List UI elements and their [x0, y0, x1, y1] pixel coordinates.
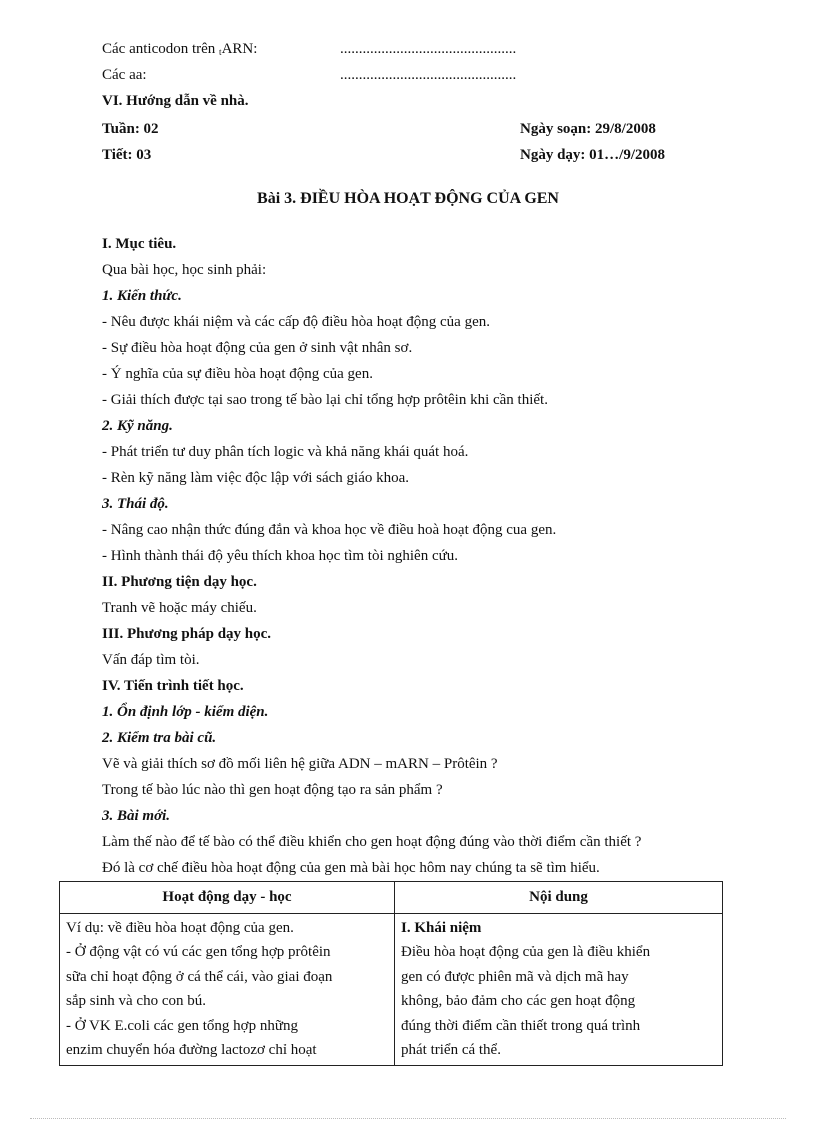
- table-header-row: [60, 882, 723, 914]
- phuong-phap-heading: III. Phương pháp dạy học.: [102, 626, 272, 642]
- content-line: gen có được phiên mã và dịch mã hay: [401, 968, 629, 985]
- ky-nang-item: - Rèn kỹ năng làm việc độc lập với sách giáo khoa.: [102, 470, 410, 486]
- activity-line: Ví dụ: về điều hòa hoạt động của gen.: [66, 919, 294, 936]
- ngay-day: Ngày dạy: 01…/9/2008: [520, 147, 666, 163]
- on-dinh-heading: 1. Ổn định lớp - kiểm diện.: [102, 704, 269, 720]
- tiet-label: Tiết: 03: [102, 147, 152, 163]
- kiem-tra-heading: 2. Kiểm tra bài cũ.: [102, 730, 217, 746]
- ngay-soan: Ngày soạn: 29/8/2008: [520, 121, 656, 137]
- kiem-tra-question: Trong tế bào lúc nào thì gen hoạt động tạo ra sản phẩm ?: [102, 782, 443, 798]
- section-vi-heading: VI. Hướng dẫn về nhà.: [102, 93, 249, 109]
- phuong-phap-text: Vấn đáp tìm tòi.: [102, 652, 200, 668]
- kien-thuc-item: - Nêu được khái niệm và các cấp độ điều hòa hoạt động của gen.: [102, 314, 491, 330]
- activity-line: sữa chỉ hoạt động ở cá thể cái, vào giai đoạn: [66, 968, 333, 985]
- muc-tieu-heading: I. Mục tiêu.: [102, 236, 177, 252]
- anticodon-label-end: ARN:: [221, 41, 258, 57]
- bai-moi-heading: 3. Bài mới.: [102, 808, 171, 824]
- anticodon-line: [102, 40, 257, 61]
- ky-nang-heading: 2. Kỹ năng.: [102, 418, 173, 434]
- kien-thuc-heading: 1. Kiến thức.: [102, 288, 182, 304]
- bai-moi-text: Làm thế nào để tế bào có thể điều khiển cho gen hoạt động đúng vào thời điểm cần thiết ?: [102, 834, 642, 850]
- table-header-right: Nội dung: [395, 882, 723, 914]
- content-heading: I. Khái niệm: [401, 919, 482, 936]
- table-header-left: Hoạt động dạy - học: [60, 882, 395, 914]
- aa-label: Các aa:: [102, 67, 147, 83]
- activity-line: enzim chuyển hóa đường lactozơ chỉ hoạt: [66, 1042, 317, 1058]
- content-line: Điều hòa hoạt động của gen là điều khiển: [401, 944, 651, 960]
- anticodon-label: Các anticodon trên: [102, 41, 220, 57]
- kien-thuc-item: - Ý nghĩa của sự điều hòa hoạt động của gen.: [102, 366, 373, 382]
- thai-do-item: - Nâng cao nhận thức đúng đắn và khoa học về điều hoà hoạt động cua gen.: [102, 522, 557, 538]
- tuan-label: Tuần: 02: [102, 121, 159, 137]
- kien-thuc-item: - Giải thích được tại sao trong tế bào lại chỉ tổng hợp prôtêin khi cần thiết.: [102, 392, 548, 408]
- activity-line: - Ở động vật có vú các gen tổng hợp prôtêin: [66, 944, 331, 960]
- lesson-table: [59, 881, 723, 1066]
- activity-line: sắp sinh và cho con bú.: [66, 993, 206, 1009]
- page-bottom-divider: [30, 1118, 786, 1119]
- activity-line: - Ở VK E.coli các gen tổng hợp những: [66, 1017, 298, 1034]
- thai-do-heading: 3. Thái độ.: [102, 496, 169, 512]
- bai-moi-text: Đó là cơ chế điều hòa hoạt động của gen mà bài học hôm nay chúng ta sẽ tìm hiểu.: [102, 860, 600, 876]
- phuong-tien-heading: II. Phương tiện dạy học.: [102, 574, 257, 590]
- anticodon-subscript: t: [219, 47, 222, 57]
- content-line: không, bảo đảm cho các gen hoạt động: [401, 993, 636, 1009]
- aa-dots: ...............................................: [340, 67, 517, 83]
- qua-bai-text: Qua bài học, học sinh phải:: [102, 262, 267, 278]
- ky-nang-item: - Phát triển tư duy phân tích logic và khả năng khái quát hoá.: [102, 444, 469, 460]
- content-line: đúng thời điểm cần thiết trong quá trình: [401, 1017, 641, 1034]
- anticodon-dots: ...............................................: [340, 41, 517, 57]
- tien-trinh-heading: IV. Tiến trình tiết học.: [102, 678, 244, 694]
- content-cell: [395, 913, 723, 1065]
- table-row: [60, 913, 723, 1065]
- thai-do-item: - Hình thành thái độ yêu thích khoa học tìm tòi nghiên cứu.: [102, 548, 458, 564]
- content-line: phát triển cá thể.: [401, 1042, 501, 1058]
- activity-cell: [60, 913, 395, 1065]
- kien-thuc-item: - Sự điều hòa hoạt động của gen ở sinh vật nhân sơ.: [102, 340, 413, 356]
- phuong-tien-text: Tranh vẽ hoặc máy chiếu.: [102, 600, 257, 616]
- kiem-tra-question: Vẽ và giải thích sơ đồ mối liên hệ giữa ADN – mARN – Prôtêin ?: [102, 756, 498, 772]
- lesson-title: Bài 3. ĐIỀU HÒA HOẠT ĐỘNG CỦA GEN: [257, 190, 559, 207]
